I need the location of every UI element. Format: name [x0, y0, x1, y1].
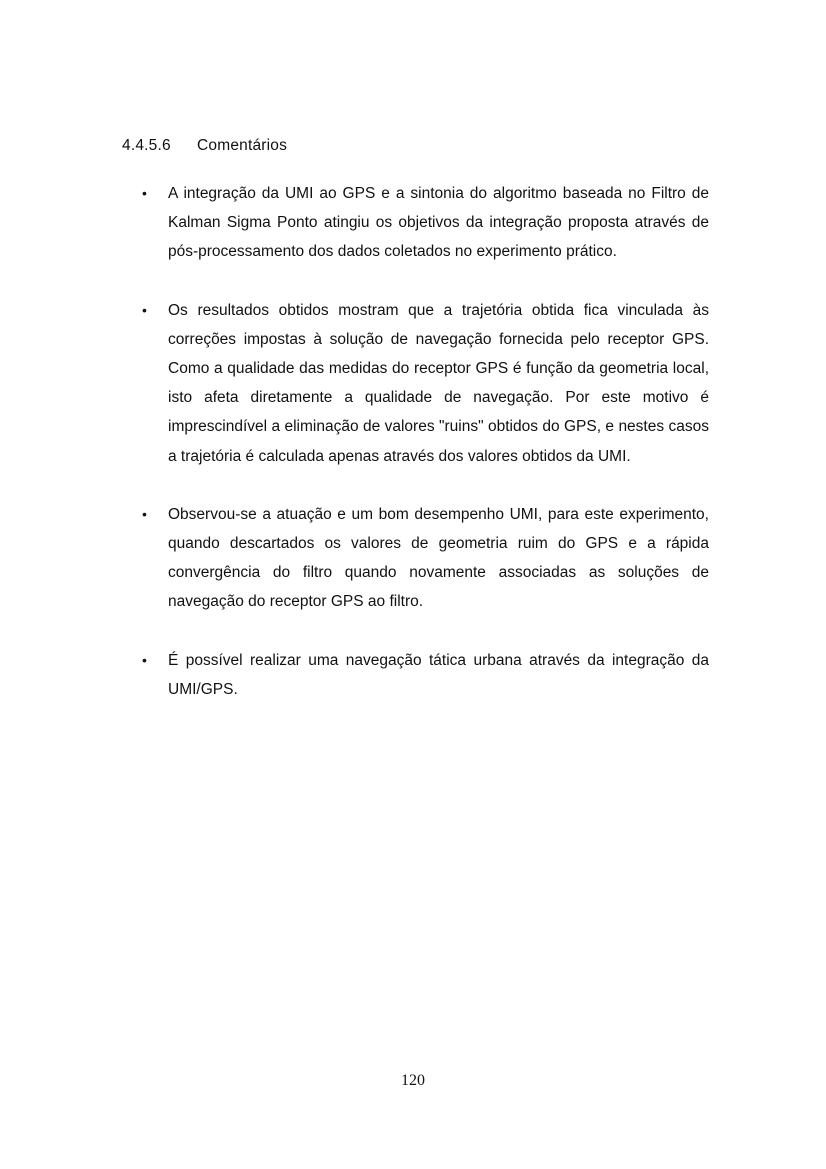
page-number: 120 [401, 1072, 425, 1089]
section-title: Comentários [197, 137, 288, 154]
list-item [140, 296, 709, 471]
bullet-icon: • [142, 651, 147, 668]
bullet-text: A integração da UMI ao GPS e a sintonia do algoritmo baseada no Filtro de Kalman Sigma Ponto atingiu os objetivos da integração proposta através de pós-processamento dos dados coletados no experimento prático. [168, 185, 709, 261]
section-number: 4.4.5.6 [122, 137, 171, 154]
bullet-text: Os resultados obtidos mostram que a trajetória obtida fica vinculada às correções impostas à solução de navegação fornecida pelo receptor GPS. Como a qualidade das medidas do receptor GPS é função da geometria local, isto afeta diretamente a qualidade de navegação. Por este motivo é imprescindível a eliminação de valores "ruins" obtidos do GPS, e nestes casos a trajetória é calculada apenas através dos valores obtidos da UMI. [168, 301, 709, 465]
list-item [140, 179, 709, 267]
bullet-icon: • [142, 505, 147, 522]
list-item [140, 646, 709, 704]
bullet-text: Observou-se a atuação e um bom desempenho UMI, para este experimento, quando descartados os valores de geometria ruim do GPS e a rápida convergência do filtro quando novamente associadas as soluções de navegação do receptor GPS ao filtro. [168, 505, 709, 611]
bullet-list [140, 179, 709, 733]
bullet-icon: • [142, 185, 147, 201]
bullet-text: É possível realizar uma navegação tática urbana através da integração da UMI/GPS. [168, 651, 709, 698]
list-item [140, 500, 709, 617]
section-heading [122, 137, 287, 155]
bullet-icon: • [142, 301, 147, 318]
